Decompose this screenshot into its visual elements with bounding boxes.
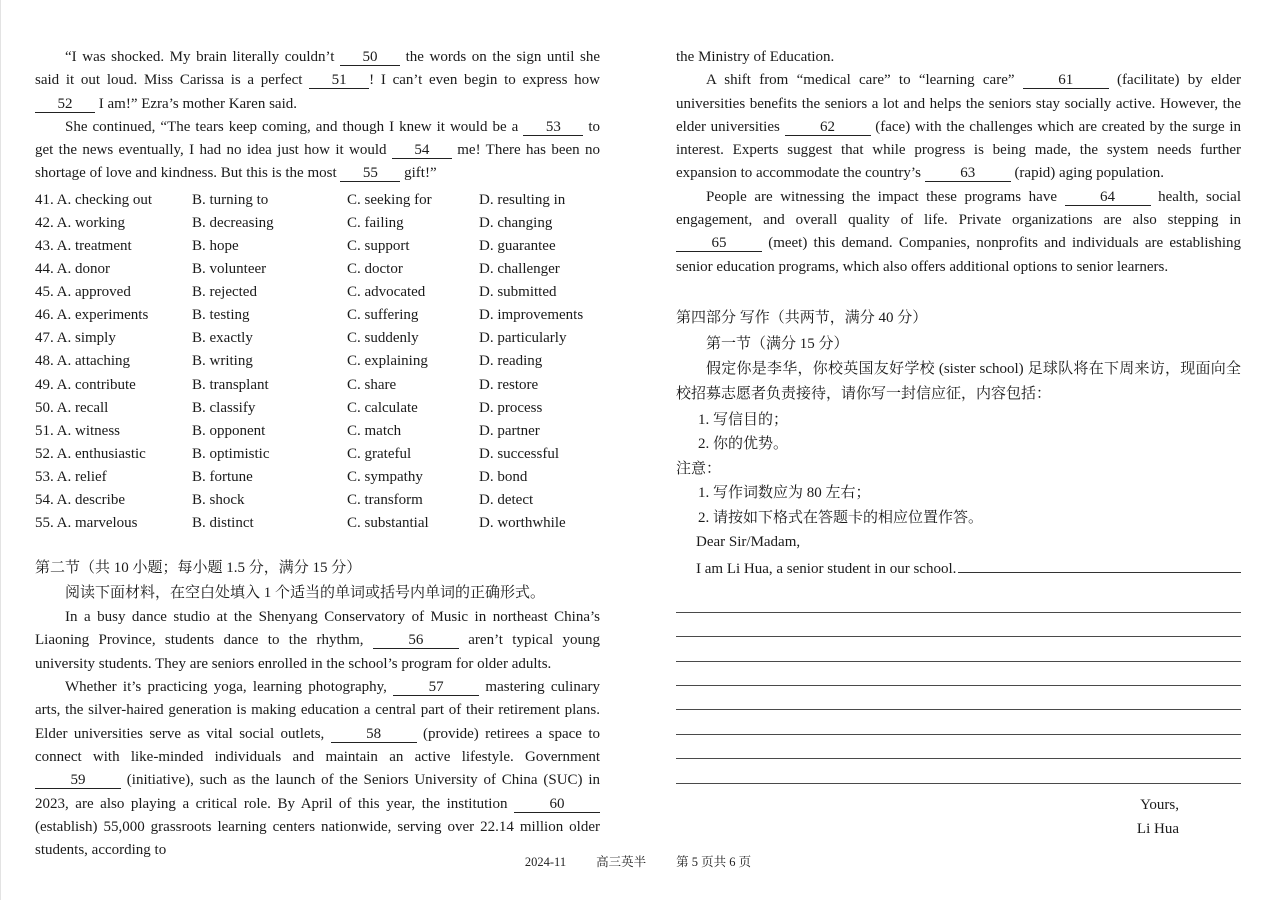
question-option: C. substantial xyxy=(347,515,429,532)
question-option: C. failing xyxy=(347,214,404,231)
question-option: C. share xyxy=(347,376,397,393)
blank-64: 64 xyxy=(1065,190,1151,206)
passage-paragraph-1: In a busy dance studio at the Shenyang Conservatory of Music in northeast China’s Liaoning Province, students dance to the rhythm, 56 aren’t typical young university students. They are seniors enrolled in the school’s program for older adults. xyxy=(35,609,600,672)
question-option: 44. A. donor xyxy=(35,261,110,278)
question-option: C. suffering xyxy=(347,307,419,324)
passage-paragraph-2: Whether it’s practicing yoga, learning photography, 57 mastering culinary arts, the silver-haired generation is making education a central part of their retirement plans. Elder universities serve as vital social outlets, 58 (provide) retirees a space to connect with like-minded individuals and maintain an active lifestyle. Government 59 (initiative), such as the launch of the Seniors University of China (SUC) in 2023, are also playing a critical role. By April of this year, the institution 60 (establish) 55,000 grassroots learning centers nationwide, serving over 22.14 million older students, according to xyxy=(35,679,600,859)
writing-line xyxy=(676,759,1241,783)
question-option: D. successful xyxy=(479,445,559,462)
question-row xyxy=(35,212,600,235)
question-option: 51. A. witness xyxy=(35,422,121,439)
writing-line xyxy=(676,686,1241,710)
prompt-points xyxy=(676,408,1241,457)
question-option: 54. A. describe xyxy=(35,492,125,508)
question-option: 53. A. relief xyxy=(35,468,107,485)
question-option: 45. A. approved xyxy=(35,284,131,301)
question-option: B. opponent xyxy=(192,422,266,439)
question-option: 46. A. experiments xyxy=(35,307,149,324)
question-row xyxy=(35,420,600,443)
blank-58: 58 xyxy=(331,727,417,743)
writing-line xyxy=(676,662,1241,686)
question-option: D. improvements xyxy=(479,307,584,324)
blank-52: 52 xyxy=(35,97,95,113)
question-option: C. match xyxy=(347,422,402,439)
question-option: B. classify xyxy=(192,399,256,416)
question-option: C. seeking for xyxy=(347,191,432,208)
question-row xyxy=(35,258,600,281)
question-option: D. detect xyxy=(479,492,534,508)
question-row xyxy=(35,397,600,420)
section4-title: 第四部分 写作（共两节，满分 40 分） xyxy=(676,309,928,326)
blank-65: 65 xyxy=(676,236,762,252)
question-option: C. calculate xyxy=(347,399,418,416)
question-option: D. submitted xyxy=(479,284,557,301)
letter-signature: Li Hua xyxy=(1136,821,1179,838)
letter-closing-block xyxy=(676,793,1241,842)
blank-56: 56 xyxy=(373,633,459,649)
question-option: B. decreasing xyxy=(192,214,274,231)
question-row xyxy=(35,304,600,327)
question-option: B. writing xyxy=(192,353,253,370)
blank-50: 50 xyxy=(340,50,400,66)
blank-59: 59 xyxy=(35,773,121,789)
writing-line xyxy=(676,637,1241,661)
cloze-paragraph-1: “I was shocked. My brain literally couldn’t 50 the words on the sign until she said it out loud. Miss Carissa is a perfect 51 ! I can’t even begin to express how 52 I am!” Ezra’s mother Karen said. xyxy=(35,49,600,112)
question-option: C. explaining xyxy=(347,353,428,370)
writing-prompt: 假定你是李华，你校英国友好学校 (sister school) 足球队将在下周来访，现面向全校招募志愿者负责接待，请你写一封信应征，内容包括： xyxy=(676,360,1241,403)
blank-51: 51 xyxy=(309,73,369,89)
question-option: C. transform xyxy=(347,492,423,508)
question-row xyxy=(35,327,600,350)
question-option: B. distinct xyxy=(192,515,254,532)
footer-page-number: 第 5 页共 6 页 xyxy=(676,855,752,869)
prompt-notes xyxy=(676,481,1241,530)
question-option: B. transplant xyxy=(192,376,269,393)
question-option: C. advocated xyxy=(347,284,426,301)
passage-continuation: the Ministry of Education. xyxy=(676,49,835,65)
question-option: 50. A. recall xyxy=(35,399,109,416)
question-option: 41. A. checking out xyxy=(35,191,153,208)
writing-line xyxy=(676,735,1241,759)
question-option: B. testing xyxy=(192,307,250,324)
question-option: D. challenger xyxy=(479,261,560,278)
question-rows xyxy=(35,189,600,535)
question-row xyxy=(35,489,600,512)
grammar-paragraph-1: A shift from “medical care” to “learning care” 61 (facilitate) by elder universities benefits the seniors a lot and helps the seniors stay socially active. However, the elder universities 62 (face) with the challenges which are created by the surge in interest. Experts suggest that while progress is being made, the system needs further expansion to accommodate the country’s 63 (rapid) aging population. xyxy=(676,72,1241,182)
question-option: B. rejected xyxy=(192,284,257,301)
blank-54: 54 xyxy=(392,143,452,159)
section4-subtitle: 第一节（满分 15 分） xyxy=(706,335,849,352)
question-option: D. bond xyxy=(479,468,528,485)
question-option: C. grateful xyxy=(347,445,412,462)
question-option: D. process xyxy=(479,399,543,416)
question-option: 52. A. enthusiastic xyxy=(35,445,146,462)
question-option: 42. A. working xyxy=(35,214,125,231)
right-column xyxy=(676,46,1241,862)
question-option: B. fortune xyxy=(192,468,253,485)
writing-line xyxy=(676,613,1241,637)
writing-lines xyxy=(676,588,1241,783)
question-option: D. reading xyxy=(479,353,543,370)
question-row xyxy=(35,512,600,535)
blank-63: 63 xyxy=(925,166,1011,182)
question-option: D. worthwhile xyxy=(479,515,566,532)
left-column xyxy=(35,46,600,862)
question-row xyxy=(35,189,600,212)
blank-60: 60 xyxy=(514,797,600,813)
prompt-point: 1. 写信目的； xyxy=(698,411,789,428)
writing-line xyxy=(676,710,1241,734)
question-row xyxy=(35,466,600,489)
question-row xyxy=(35,235,600,258)
question-option: C. doctor xyxy=(347,261,403,278)
section2-title: 第二节（共 10 小题；每小题 1.5 分，满分 15 分） xyxy=(35,560,362,577)
question-option: D. changing xyxy=(479,214,553,231)
prompt-point: 2. 你的优势。 xyxy=(698,436,789,453)
blank-61: 61 xyxy=(1023,73,1109,89)
question-option: B. optimistic xyxy=(192,445,270,462)
question-option: B. volunteer xyxy=(192,261,267,278)
question-option: 47. A. simply xyxy=(35,330,116,347)
question-option: 55. A. marvelous xyxy=(35,515,138,532)
footer-title: 高三英半 xyxy=(596,855,647,869)
letter-opening-row xyxy=(676,555,1241,582)
page-footer xyxy=(1,852,1275,870)
question-option: C. support xyxy=(347,237,410,254)
question-option: D. resulting in xyxy=(479,191,566,208)
question-row xyxy=(35,443,600,466)
letter-opening-text: I am Li Hua, a senior student in our school. xyxy=(696,561,957,578)
question-option: B. exactly xyxy=(192,330,253,347)
question-option: C. suddenly xyxy=(347,330,419,347)
blank-57: 57 xyxy=(393,680,479,696)
exam-page xyxy=(1,0,1275,862)
prompt-note: 1. 写作词数应为 80 左右； xyxy=(698,485,871,502)
question-option: D. particularly xyxy=(479,330,567,347)
section2-instruction: 阅读下面材料，在空白处填入 1 个适当的单词或括号内单词的正确形式。 xyxy=(65,585,546,602)
question-option: D. guarantee xyxy=(479,237,556,254)
question-option: D. restore xyxy=(479,376,539,393)
question-option: 48. A. attaching xyxy=(35,353,130,370)
question-option: 43. A. treatment xyxy=(35,237,132,254)
notes-label: 注意： xyxy=(676,460,722,477)
question-option: D. partner xyxy=(479,422,540,439)
prompt-note: 2. 请按如下格式在答题卡的相应位置作答。 xyxy=(698,509,984,526)
question-option: 49. A. contribute xyxy=(35,376,136,393)
question-row xyxy=(35,350,600,373)
blank-55: 55 xyxy=(340,166,400,182)
footer-date: 2024-11 xyxy=(524,855,567,869)
question-row xyxy=(35,281,600,304)
question-option: B. turning to xyxy=(192,191,269,208)
question-row xyxy=(35,374,600,397)
question-option: C. sympathy xyxy=(347,468,423,485)
blank-53: 53 xyxy=(523,120,583,136)
answer-underline xyxy=(958,555,1241,573)
blank-62: 62 xyxy=(785,120,871,136)
writing-line xyxy=(676,588,1241,612)
cloze-paragraph-2: She continued, “The tears keep coming, and though I knew it would be a 53 to get the news eventually, I had no idea just how it would 54 me! There has been no shortage of love and kindness. But this is the most 55 gift!” xyxy=(35,118,601,182)
question-option: B. shock xyxy=(192,492,245,508)
question-option: B. hope xyxy=(192,237,239,254)
letter-salutation: Dear Sir/Madam, xyxy=(696,534,801,551)
grammar-paragraph-2: People are witnessing the impact these programs have 64 health, social engagement, and overall quality of life. Private organizations are also stepping in 65 (meet) this demand. Companies, nonprofits and individuals are establishing senior education programs, which also offers additional options to senior learners. xyxy=(676,188,1241,275)
letter-closing: Yours, xyxy=(1140,796,1179,813)
